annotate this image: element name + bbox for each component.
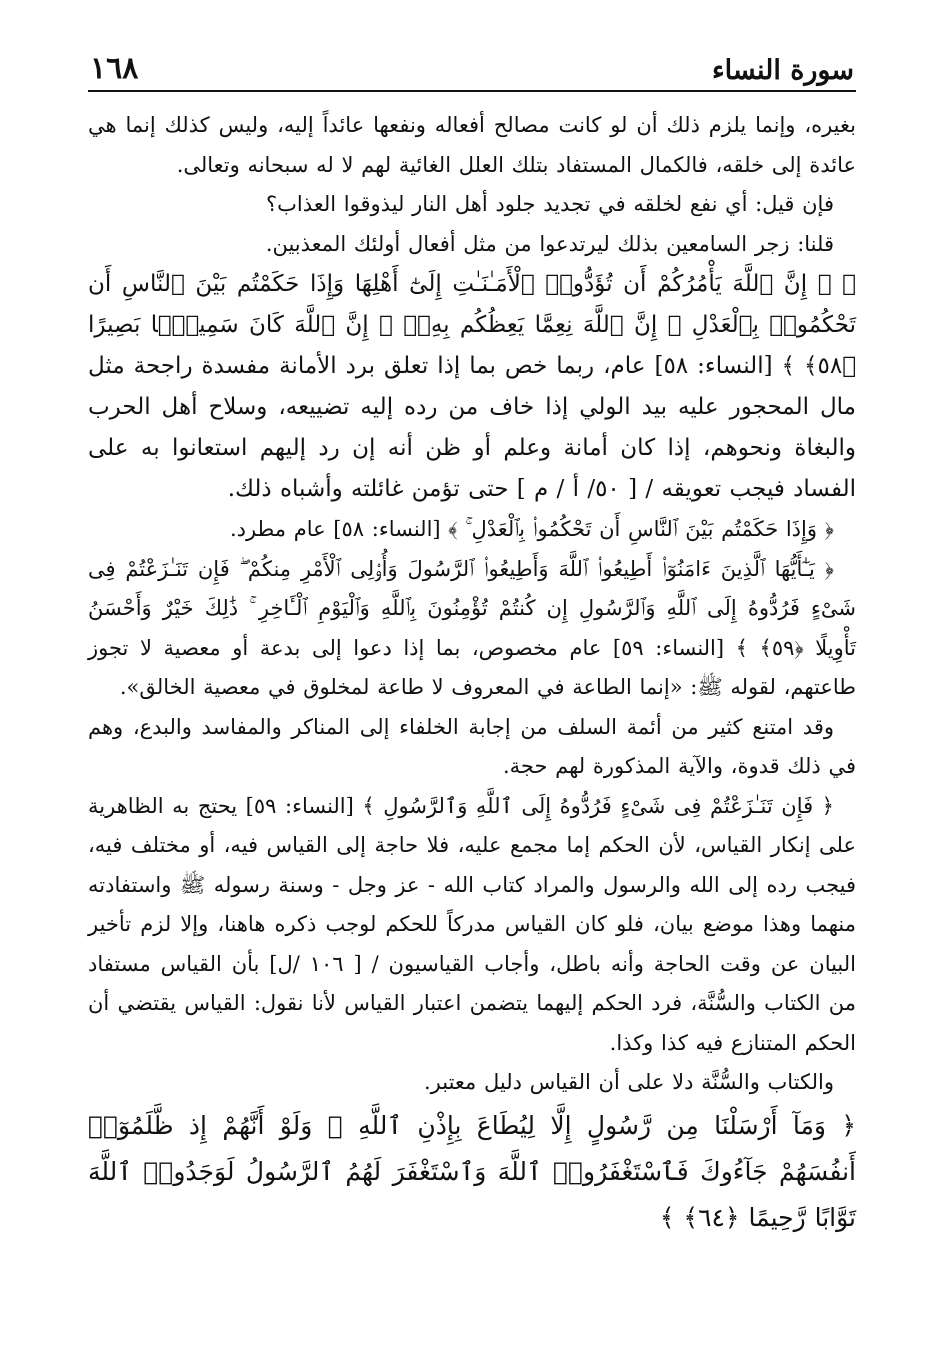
paragraph: بغيره، وإنما يلزم ذلك أن لو كانت مصالح أفعاله ونفعها عائداً إليه، وليس كذلك إنما هي عائدة إلى خلقه، فالكمال المستفاد بتلك العلل الغائية لهم لا له سبحانه وتعالى. (88, 113, 856, 177)
paragraph: والكتاب والسُّنَّة دلا على أن القياس دليل معتبر. (423, 1070, 834, 1094)
paragraph: فإن قيل: أي نفع لخلقه في تجديد جلود أهل النار ليذوقوا العذاب؟ (266, 192, 834, 216)
paragraph: قلنا: زجر السامعين بذلك ليرتدعوا من مثل أفعال أولئك المعذبين. (265, 231, 834, 256)
surah-title: سورة النساء (711, 55, 854, 86)
page-header (88, 38, 856, 92)
verse-commentary: ﴿ فَإِن تَنَـٰزَعْتُمْ فِى شَىْءٍ فَرُدُّوهُ إِلَى ٱللَّهِ وَٱلرَّسُولِ ﴾ [النساء: ٥٩] يحتج به الظاهرية على إنكار القياس، لأن الحكم إما مجمع عليه، فلا حاجة إلى القياس فيه، أو مختلف فيه، فيجب رده إلى الله والرسول والمراد كتاب الله - عز وجل - وسنة رسوله ﷺ واستفادته منهما وهذا موضع بيان، فلو كان القياس مدركاً للحكم لوجب ذكره هاهنا، وإلا لزم تأخير البيان عن وقت الحاجة وأنه باطل، وأجاب القياسيون / [ ١٠٦ /ل] بأن القياس مستفاد من الكتاب والسُّنَّة، فرد الحكم إليهما يتضمن اعتبار القياس لأنا نقول: القياس يقتضي أن الحكم المتنازع فيه كذا وكذا. (88, 793, 856, 1055)
verse-commentary: ﴿ ۞ إِنَّ ٱللَّهَ يَأْمُرُكُمْ أَن تُؤَدُّوا۟ ٱلْأَمَـٰنَـٰتِ إِلَىٰٓ أَهْلِهَا وَإِذَا حَكَمْتُم بَيْنَ ٱلنَّاسِ أَن تَحْكُمُوا۟ بِٱلْعَدْلِ ۚ إِنَّ ٱللَّهَ نِعِمَّا يَعِظُكُم بِهِۦٓ ۗ إِنَّ ٱللَّهَ كَانَ سَمِيعًۢا بَصِيرًا ﴿٥٨﴾ ﴾ [النساء: ٥٨] عام، ربما خص بما إذا تعلق برد الأمانة مفسدة راجحة مثل مال المحجور عليه بيد الولي إذا خاف من رده إليه تضييعه، وسلاح أهل الحرب والبغاة ونحوهم، إذا كان أمانة وعلم أو ظن أنه إن رد إليهم استعانوا به على الفساد فيجب تعويقه / [ ٥٠/ أ / م ] حتى تؤمن غائلته وأشباه ذلك. (88, 271, 856, 502)
page-body (88, 92, 856, 1241)
quran-verse: ﴿ وَمَآ أَرْسَلْنَا مِن رَّسُولٍ إِلَّا لِيُطَاعَ بِإِذْنِ ٱللَّهِ ۚ وَلَوْ أَنَّهُمْ إِذ ظَّلَمُوٓا۟ أَنفُسَهُمْ جَآءُوكَ فَٱسْتَغْفَرُوا۟ ٱللَّهَ وَٱسْتَغْفَرَ لَهُمُ ٱلرَّسُولُ لَوَجَدُوا۟ ٱللَّهَ تَوَّابًا رَّحِيمًا ﴿٦٤﴾ ﴾ (88, 1110, 856, 1232)
verse-commentary: ﴿ وَإِذَا حَكَمْتُم بَيْنَ ٱلنَّاسِ أَن تَحْكُمُوا۟ بِٱلْعَدْلِ ۚ ﴾ [النساء: ٥٨] عام مطرد. (229, 517, 834, 541)
paragraph: وقد امتنع كثير من أئمة السلف من إجابة الخلفاء إلى المناكر والمفاسد والبدع، وهم في ذلك قدوة، والآية المذكورة لهم حجة. (88, 714, 856, 778)
page-number: ١٦٨ (90, 51, 139, 86)
verse-commentary: ﴿ يَـٰٓأَيُّهَا ٱلَّذِينَ ءَامَنُوٓا۟ أَطِيعُوا۟ ٱللَّهَ وَأَطِيعُوا۟ ٱلرَّسُولَ وَأُو۟لِى ٱلْأَمْرِ مِنكُمْ ۖ فَإِن تَنَـٰزَعْتُمْ فِى شَىْءٍ فَرُدُّوهُ إِلَى ٱللَّهِ وَٱلرَّسُولِ إِن كُنتُمْ تُؤْمِنُونَ بِٱللَّهِ وَٱلْيَوْمِ ٱلْـَٔاخِرِ ۚ ذَٰلِكَ خَيْرٌ وَأَحْسَنُ تَأْوِيلًا ﴿٥٩﴾ ﴾ [النساء: ٥٩] عام مخصوص، بما إذا دعوا إلى بدعة أو معصية لا تجوز طاعتهم، لقوله ﷺ: «إنما الطاعة في المعروف لا طاعة لمخلوق في معصية الخالق». (88, 556, 856, 699)
